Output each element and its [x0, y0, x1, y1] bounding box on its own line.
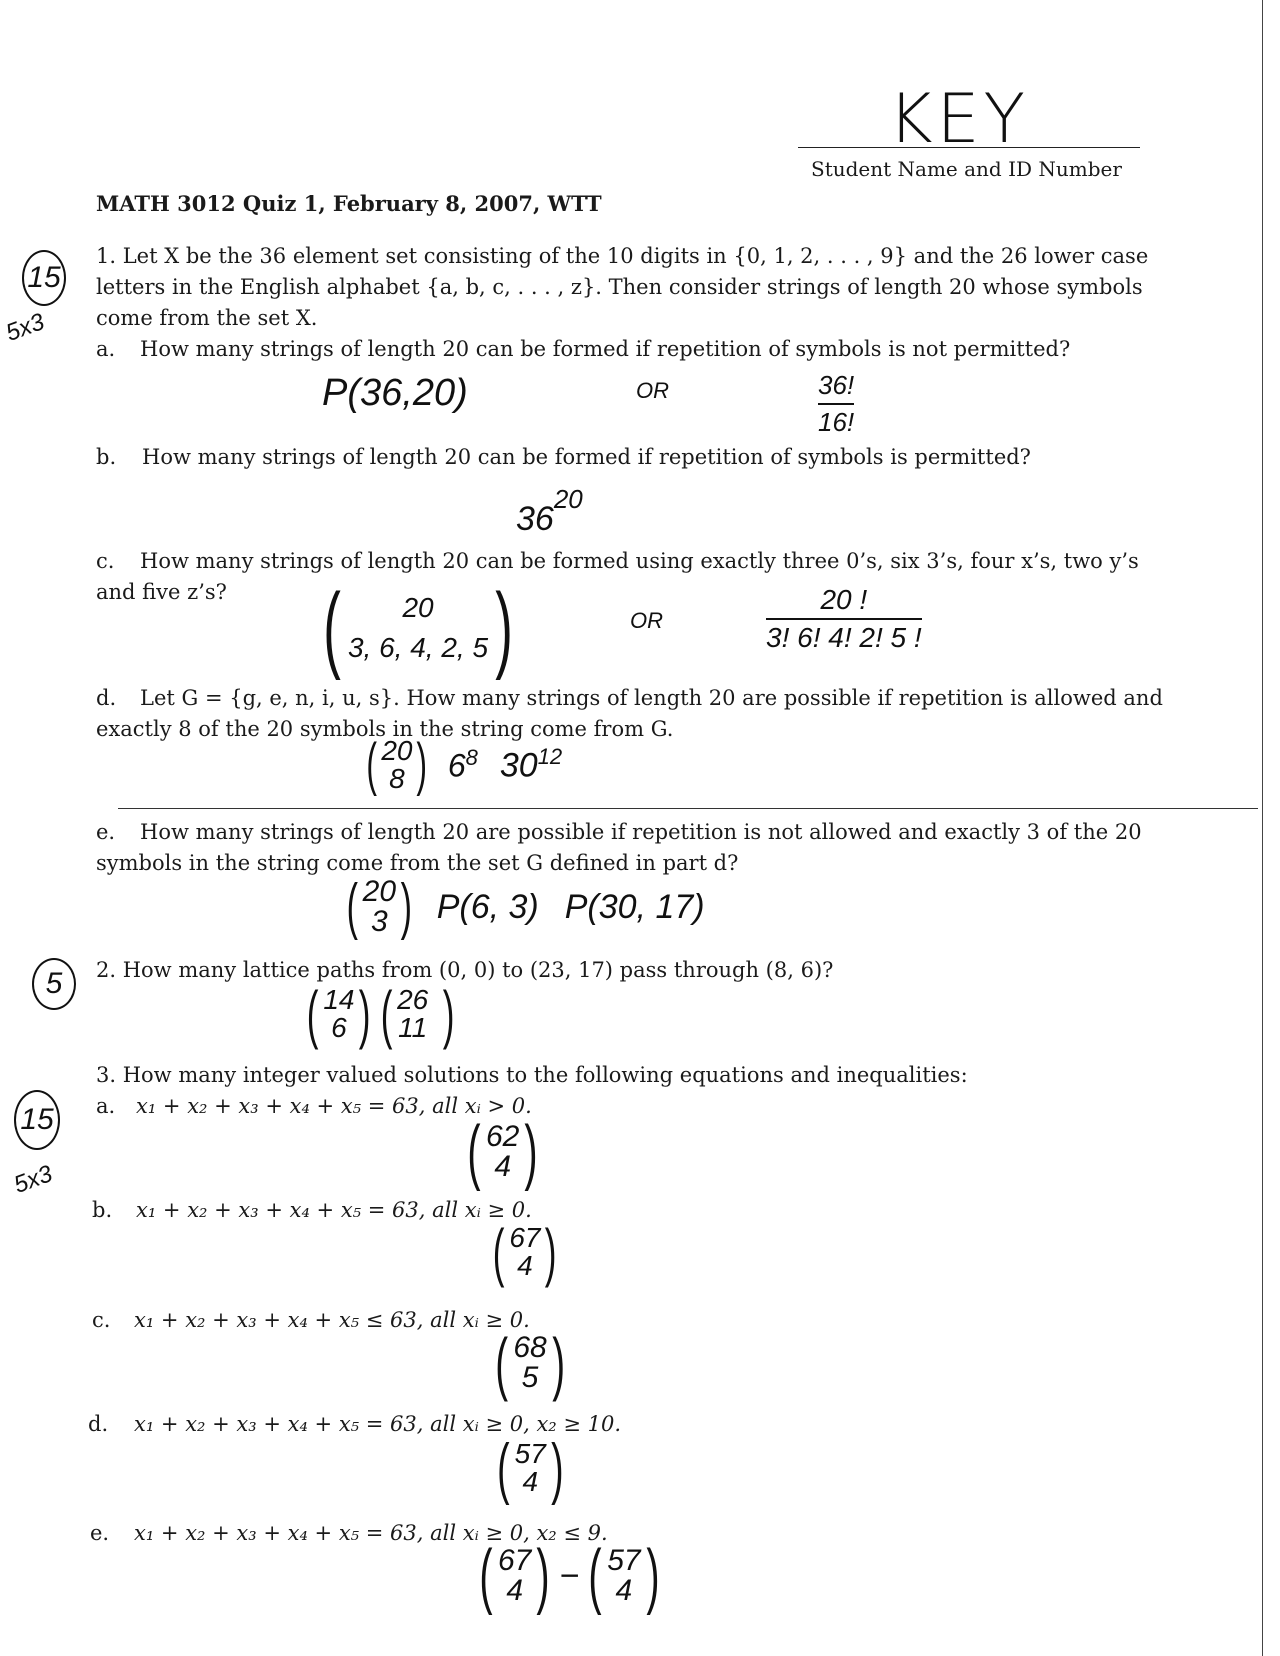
q2-binom1-top: 14 — [323, 984, 355, 1015]
q1e-text-line1: How many strings of length 20 are possible if repetition is not allowed and exactly 3 of the 20 — [140, 820, 1142, 844]
name-line — [798, 147, 1140, 148]
q3d-answer — [492, 1430, 568, 1506]
q3c-left-paren: ( — [495, 1324, 509, 1402]
q3e-binom1-bottom: 4 — [506, 1574, 524, 1607]
q1e-term3: P(30, 17) — [564, 887, 705, 926]
q1c-fraction — [766, 584, 922, 654]
q2-right-paren-2: ) — [443, 978, 455, 1050]
q1e-top: 20 — [362, 875, 397, 908]
q1a-or: OR — [636, 378, 669, 403]
q1-intro-line3: come from the set X. — [96, 306, 318, 330]
section-divider — [118, 808, 1258, 809]
q3a-stack — [486, 1122, 519, 1182]
q3e-left-paren-1: ( — [479, 1536, 493, 1616]
q2-left-paren-2: ( — [380, 978, 393, 1050]
q1b-answer — [516, 484, 583, 539]
q2-binom2-top: 26 — [397, 984, 429, 1015]
q1d-term3-base: 30 — [499, 746, 538, 785]
q3a-right-paren: ) — [524, 1112, 538, 1192]
key-label: KEY — [888, 80, 1030, 159]
q3a-text: x₁ + x₂ + x₃ + x₄ + x₅ = 63, all xᵢ > 0. — [136, 1094, 532, 1118]
right-margin-rule — [1262, 0, 1263, 1656]
q1c-frac-bottom: 3! 6! 4! 2! 5 ! — [766, 622, 922, 653]
q1a-fraction — [818, 370, 854, 438]
q1d-left-paren: ( — [366, 732, 377, 797]
q3b-bottom: 4 — [517, 1250, 533, 1281]
q3e-stack-1 — [498, 1546, 531, 1606]
q1b-base: 36 — [516, 500, 554, 538]
q2-answer — [302, 978, 460, 1050]
q1c-right-paren: ) — [495, 574, 513, 681]
q1c-text-line2: and five z’s? — [96, 580, 227, 604]
q3d-left-paren: ( — [497, 1430, 510, 1506]
q3c-top: 68 — [513, 1331, 547, 1364]
q1e-bottom: 3 — [371, 905, 388, 938]
q2-right-paren-1: ) — [359, 978, 371, 1050]
q3b-answer — [488, 1216, 562, 1288]
q3d-top: 57 — [514, 1438, 546, 1469]
q1e-answer — [342, 872, 705, 941]
q3a-bottom: 4 — [494, 1150, 512, 1183]
q1-score-circle: 15 — [22, 250, 66, 306]
q3a-top: 62 — [485, 1120, 520, 1153]
q3-score-circle: 15 — [14, 1090, 60, 1150]
q1-breakdown: 5x3 — [2, 308, 48, 347]
q2-score-circle: 5 — [32, 958, 76, 1010]
q1e-left-paren: ( — [346, 872, 359, 941]
q1e-term2: P(6, 3) — [436, 887, 539, 926]
q1d-text-line1: Let G = {g, e, n, i, u, s}. How many strings of length 20 are possible if repetition is allowed and — [140, 686, 1163, 710]
q1c-frac-bar — [766, 618, 922, 620]
q3-intro: 3. How many integer valued solutions to the following equations and inequalities: — [96, 1063, 968, 1087]
q3c-stack — [513, 1333, 546, 1393]
q3a-left-paren: ( — [467, 1112, 481, 1192]
q3e-right-paren-1: ) — [536, 1536, 550, 1616]
q1d-term2 — [448, 745, 478, 785]
q1a-text: How many strings of length 20 can be formed if repetition of symbols is not permitted? — [140, 337, 1071, 361]
q3b-left-paren: ( — [492, 1216, 505, 1288]
q3e-stack-2 — [607, 1546, 640, 1606]
q1b-label: b. — [96, 445, 117, 469]
q3c-answer — [490, 1324, 570, 1402]
q1d-term3 — [500, 744, 562, 785]
q1d-stack — [381, 737, 412, 793]
q3e-label: e. — [90, 1521, 110, 1545]
q1c-label: c. — [96, 549, 115, 573]
q3d-right-paren: ) — [550, 1430, 564, 1506]
q1c-or: OR — [630, 608, 663, 633]
q1c-text-line1: How many strings of length 20 can be formed using exactly three 0’s, six 3’s, four x’s, two y’s — [140, 549, 1139, 573]
q1d-label: d. — [96, 686, 117, 710]
q3b-right-paren: ) — [545, 1216, 557, 1288]
q1c-stack — [348, 594, 488, 662]
q3d-label: d. — [88, 1412, 109, 1436]
q1-intro-line2: letters in the English alphabet {a, b, c, . . . , z}. Then consider strings of length 20 whose symbols — [96, 275, 1143, 299]
q3e-text: x₁ + x₂ + x₃ + x₄ + x₅ = 63, all xᵢ ≥ 0, x₂ ≤ 9. — [134, 1521, 608, 1545]
q3d-bottom: 4 — [522, 1466, 539, 1497]
q3b-label: b. — [92, 1198, 113, 1222]
q2-binom1-bottom: 6 — [331, 1012, 347, 1043]
q1d-top: 20 — [381, 735, 413, 766]
q3d-text: x₁ + x₂ + x₃ + x₄ + x₅ = 63, all xᵢ ≥ 0, x₂ ≥ 10. — [134, 1412, 622, 1436]
q2-stack-2 — [397, 986, 428, 1042]
q1-intro-line1: 1. Let X be the 36 element set consisting of the 10 digits in {0, 1, 2, . . . , 9} and the 26 lower case — [96, 244, 1149, 268]
q3c-text: x₁ + x₂ + x₃ + x₄ + x₅ ≤ 63, all xᵢ ≥ 0. — [134, 1308, 530, 1332]
q1e-label: e. — [96, 820, 116, 844]
q3c-right-paren: ) — [551, 1324, 565, 1402]
q3-breakdown: 5x3 — [10, 1160, 56, 1199]
q2-left-paren-1: ( — [306, 978, 319, 1050]
q1a-frac-bottom: 16! — [818, 407, 855, 437]
q2-binom2-bottom: 11 — [398, 1012, 428, 1043]
q1a-frac-top: 36! — [818, 370, 855, 400]
q1c-left-paren: ( — [323, 574, 341, 681]
q3e-right-paren-2: ) — [645, 1536, 660, 1616]
q1c-bottom: 3, 6, 4, 2, 5 — [347, 632, 489, 663]
q1d-answer — [362, 732, 563, 797]
q3a-answer — [462, 1112, 543, 1192]
q3b-stack — [509, 1224, 540, 1280]
student-name-label: Student Name and ID Number — [811, 157, 1122, 181]
q2-text: 2. How many lattice paths from (0, 0) to (23, 17) pass through (8, 6)? — [96, 958, 834, 982]
q1b-exp: 20 — [553, 484, 583, 514]
q1e-text-line2: symbols in the string come from the set G defined in part d? — [96, 851, 739, 875]
q3e-minus: − — [559, 1556, 580, 1595]
q1d-bottom: 8 — [389, 763, 405, 794]
q3e-binom2-top: 57 — [607, 1544, 641, 1577]
q1c-multinomial — [316, 574, 520, 681]
q3b-top: 67 — [509, 1222, 541, 1253]
q3e-answer — [474, 1536, 665, 1616]
q2-stack-1 — [323, 986, 354, 1042]
q1e-stack — [363, 877, 396, 937]
q3e-left-paren-2: ( — [588, 1536, 602, 1616]
q3a-label: a. — [96, 1094, 116, 1118]
q1d-right-paren: ) — [416, 732, 428, 797]
q1d-text-line2: exactly 8 of the 20 symbols in the string come from G. — [96, 717, 674, 741]
q1d-term2-base: 6 — [447, 747, 466, 784]
q1a-label: a. — [96, 337, 116, 361]
q1c-frac-top: 20 ! — [820, 584, 868, 615]
q1d-term3-exp: 12 — [537, 744, 563, 770]
q3b-text: x₁ + x₂ + x₃ + x₄ + x₅ = 63, all xᵢ ≥ 0. — [136, 1198, 532, 1222]
q1a-answer: P(36,20) — [322, 372, 468, 414]
q1c-top: 20 — [402, 592, 434, 623]
q3c-bottom: 5 — [521, 1361, 539, 1394]
q3e-binom1-top: 67 — [497, 1544, 532, 1577]
q3e-binom2-bottom: 4 — [615, 1574, 633, 1607]
q1e-right-paren: ) — [400, 872, 413, 941]
q3d-stack — [515, 1440, 546, 1496]
q3c-label: c. — [92, 1308, 111, 1332]
q1a-frac-bar — [818, 403, 854, 405]
q1b-text: How many strings of length 20 can be formed if repetition of symbols is permitted? — [142, 445, 1031, 469]
quiz-title: MATH 3012 Quiz 1, February 8, 2007, WTT — [96, 191, 602, 216]
q1d-term2-exp: 8 — [465, 745, 478, 771]
